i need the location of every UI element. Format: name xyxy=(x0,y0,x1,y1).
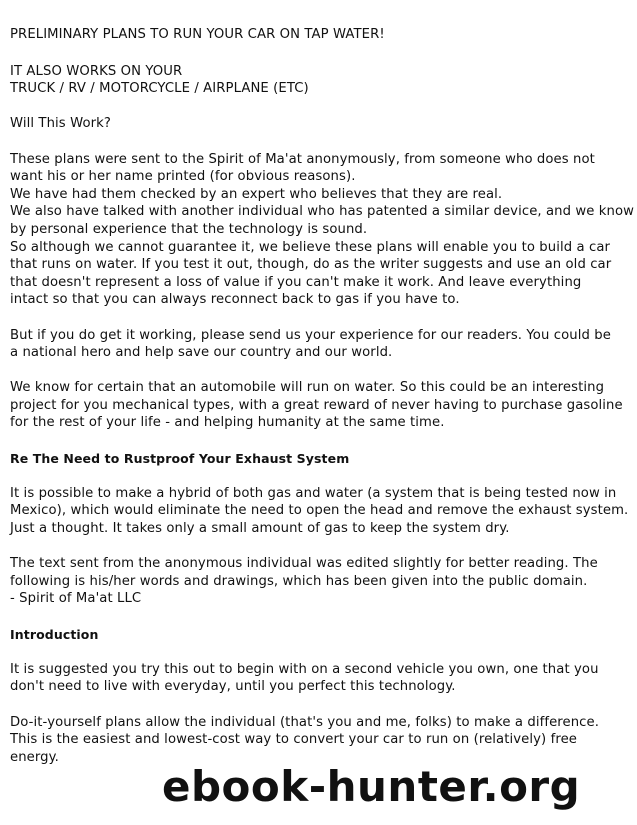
paragraph-editor-note xyxy=(10,555,630,608)
paragraph-run-on-water xyxy=(10,379,630,432)
paragraph-line: don't need to live with everyday, until you perfect this technology. xyxy=(10,679,456,695)
section-heading-introduction: Introduction xyxy=(10,626,99,642)
paragraph-line: We know for certain that an automobile will run on water. So this could be an interesting xyxy=(10,380,605,396)
paragraph-line: This is the easiest and lowest-cost way to convert your car to run on (relatively) free xyxy=(10,732,577,748)
paragraph-line: by personal experience that the technology is sound. xyxy=(10,221,368,237)
paragraph-line: energy. xyxy=(10,749,59,765)
paragraph-line: So although we cannot guarantee it, we believe these plans will enable you to build a car xyxy=(10,239,611,255)
paragraph-line: that runs on water. If you test it out, though, do as the writer suggests and use an old car xyxy=(10,257,612,273)
section-heading-exhaust: Re The Need to Rustproof Your Exhaust System xyxy=(10,450,350,466)
paragraph-hybrid xyxy=(10,485,630,538)
paragraph-line: We also have talked with another individual who has patented a similar device, and we know xyxy=(10,204,635,220)
paragraph-line: project for you mechanical types, with a great reward of never having to purchase gasoline xyxy=(10,397,623,413)
paragraph-line: It is suggested you try this out to begin with on a second vehicle you own, one that you xyxy=(10,661,599,677)
paragraph-diy xyxy=(10,714,630,767)
document-title: PRELIMINARY PLANS TO RUN YOUR CAR ON TAP WATER! xyxy=(10,27,385,42)
paragraph-line: We have had them checked by an expert who believes that they are real. xyxy=(10,186,503,202)
paragraph-line: for the rest of your life - and helping humanity at the same time. xyxy=(10,415,445,431)
subtitle-line: IT ALSO WORKS ON YOUR xyxy=(10,63,183,79)
paragraph-second-vehicle xyxy=(10,661,630,696)
watermark-text: ebook-hunter.org xyxy=(162,762,581,811)
paragraph-line: These plans were sent to the Spirit of Ma'at anonymously, from someone who does not xyxy=(10,151,595,167)
paragraph-line: But if you do get it working, please send us your experience for our readers. You could be xyxy=(10,327,611,343)
document-page xyxy=(10,26,635,766)
paragraph-line: Just a thought. It takes only a small amount of gas to keep the system dry. xyxy=(10,521,510,537)
paragraph-line: - Spirit of Ma'at LLC xyxy=(10,591,142,607)
question-heading: Will This Work? xyxy=(10,116,111,132)
paragraph-line: The text sent from the anonymous individual was edited slightly for better reading. The xyxy=(10,556,598,572)
paragraph-line: It is possible to make a hybrid of both gas and water (a system that is being tested now in xyxy=(10,485,617,501)
paragraph-intro-plans xyxy=(10,151,635,309)
paragraph-line: Mexico), which would eliminate the need to open the head and remove the exhaust system. xyxy=(10,503,629,519)
paragraph-line: want his or her name printed (for obvious reasons). xyxy=(10,169,356,185)
paragraph-line: a national hero and help save our country and our world. xyxy=(10,345,393,361)
paragraph-send-experience xyxy=(10,327,630,362)
paragraph-line: Do-it-yourself plans allow the individual (that's you and me, folks) to make a difference. xyxy=(10,714,600,730)
paragraph-line: following is his/her words and drawings, which has been given into the public domain. xyxy=(10,573,588,589)
paragraph-line: that doesn't represent a loss of value if you can't make it work. And leave everything xyxy=(10,274,582,290)
subtitle-line: TRUCK / RV / MOTORCYCLE / AIRPLANE (ETC) xyxy=(10,81,309,97)
paragraph-line: intact so that you can always reconnect back to gas if you have to. xyxy=(10,292,460,308)
